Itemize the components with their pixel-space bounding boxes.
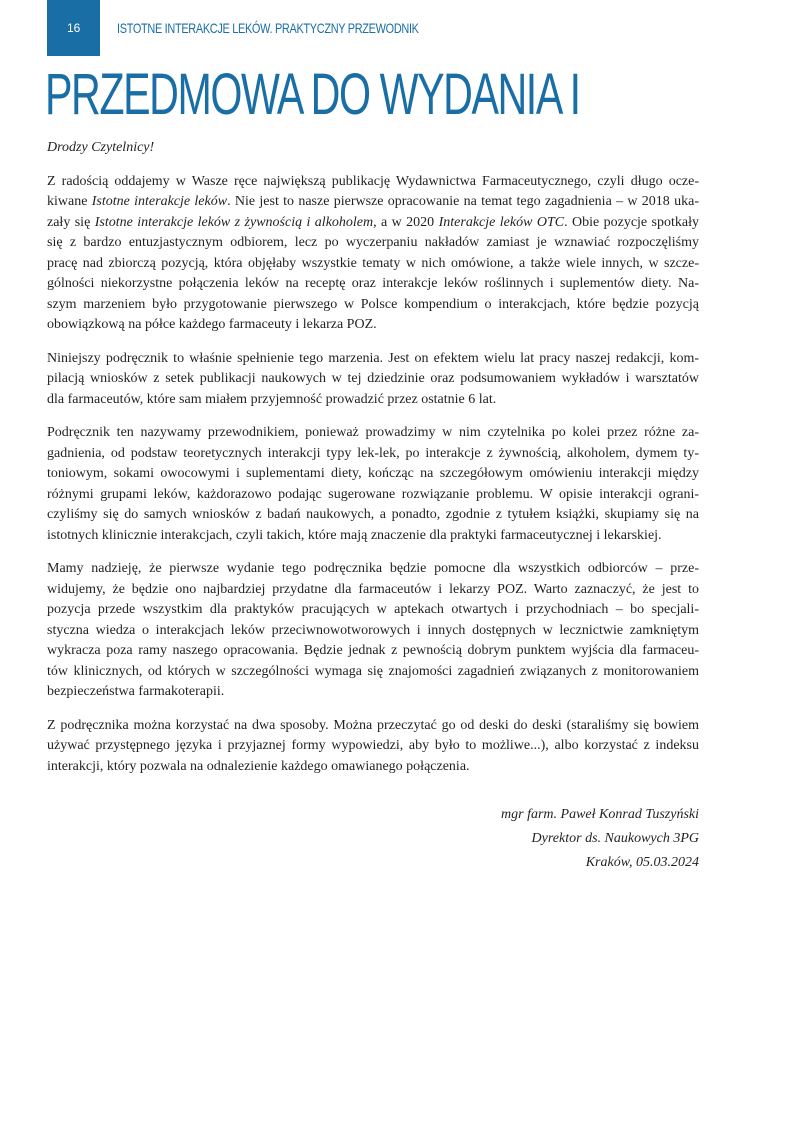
signature-position: Dyrektor ds. Naukowych 3PG (531, 831, 699, 846)
text-line: wykracza poza ramy naszego opracowania. Będzie jednak z pewnością dobrym punktem wyjścia dla farmaceu- (47, 643, 699, 658)
signature-place-date: Kraków, 05.03.2024 (585, 855, 699, 870)
text-line: istotnych klinicznie interakcjach, czyli takich, które mają znaczenie dla praktyki farmaceutycznej i lekarskiej. (47, 527, 662, 543)
book-title: Istotne interakcje leków z żywnością i alkoholem (94, 214, 374, 230)
text-line: pracę nad zbiorczą pozycją, która objęłaby wszystkie tematy w nich omówione, a także wiele innych, w szcze- (47, 255, 699, 271)
text-line: pilacją wniosków z setek publikacji naukowych w tej dziedzinie oraz podsumowaniem wykładów i warsztatów (47, 371, 699, 386)
paragraph (47, 716, 699, 778)
book-title: Interakcje leków OTC (438, 214, 565, 230)
text-line: Z radością oddajemy w Wasze ręce największą publikację Wydawnictwa Farmaceutycznego, czyli długo ocze- (47, 173, 699, 189)
text-line: się z bardzo entuzjastycznym odbiorem, lecz po wyczerpaniu nakładów zamiast je wznawiać rozpoczęliśmy (47, 235, 699, 250)
text-line: Mamy nadzieję, że pierwsze wydanie tego podręcznika będzie pomocne dla wszystkich odbiorców – prze- (47, 561, 699, 576)
paragraph (47, 172, 699, 336)
text-line: gólności niekorzystne połączenia leków na receptę oraz interakcje leków roślinnych i suplementów diety. Na- (47, 276, 699, 291)
paragraph (47, 423, 699, 546)
text-line: Podręcznik ten nazywamy przewodnikiem, ponieważ prowadzimy w nim czytelnika po kolei przez różne za- (47, 425, 699, 440)
text-line: pozycja przede wszystkim dla praktyków pracujących w aptekach otwartych i przychodniach – bo specjali- (47, 602, 699, 617)
paragraph (47, 559, 699, 703)
preface-body (47, 138, 699, 875)
text-line: szym marzeniem było przygotowanie pierwszego w Polsce kompendium o interakcjach, które będzie pozycją (47, 296, 699, 312)
text-line: interakcji, który pozwala na odnalezienie każdego omawianego połączenia. (47, 758, 470, 774)
page-header (0, 0, 794, 56)
text-line: obowiązkową na półce każdego farmaceuty i lekarza POZ. (47, 317, 377, 332)
book-title: Istotne interakcje leków (91, 194, 228, 209)
running-title: ISTOTNE INTERAKCJE LEKÓW. PRAKTYCZNY PRZEWODNIK (117, 20, 419, 36)
text-line: używać przystępnego języka i przyjaznej formy wypowiedzi, aby było to możliwe...), albo korzystać z indeksu (47, 738, 699, 753)
page-number: 16 (47, 0, 100, 56)
text-line: tów klinicznych, od których w szczególności wymaga się znajomości zagadnień związanych z monitorowaniem (47, 663, 699, 679)
text-line: styczna wiedza o interakcjach leków przeciwnowotworowych i innych dostępnych w lecznictwie zamkniętym (47, 622, 699, 638)
text-line: widujemy, że będzie ono najbardziej przydatne dla farmaceutów i lekarzy POZ. Warto zaznaczyć, że jest to (47, 581, 699, 597)
paragraphs (47, 172, 699, 778)
text-line: czyliśmy się do samych wniosków z badań naukowych, a ponadto, zgodnie z tytułem książki, skupiamy się na (47, 507, 699, 522)
text-line: bezpieczeństwa farmakoterapii. (47, 684, 225, 699)
text-line: kiwane Istotne interakcje leków. Nie jest to nasze pierwsze opracowanie na temat tego zagadnienia – w 2018 uka- (47, 194, 699, 209)
text-line: zały się Istotne interakcje leków z żywnością i alkoholem, a w 2020 Interakcje leków OTC. Obie pozycje spotkały (47, 214, 700, 230)
text-line: różnymi grupami leków, każdorazowo podając sugerowane rozwiązanie problemu. W opisie interakcji ograni- (47, 486, 699, 502)
chapter-title: PRZEDMOWA DO WYDANIA I (45, 62, 580, 127)
signature (47, 803, 699, 875)
text-line: gadnienia, od podstaw teoretycznych interakcji typy lek-lek, po interakcje z żywnością, alkoholem, dymem ty- (47, 445, 699, 461)
text-line: Z podręcznika można korzystać na dwa sposoby. Można przeczytać go od deski do deski (staraliśmy się bowiem (47, 717, 699, 733)
text-line: dla farmaceutów, które sam miałem przyjemność prowadzić przez ostatnie 6 lat. (47, 391, 497, 407)
salutation: Drodzy Czytelnicy! (47, 140, 155, 155)
signature-name: mgr farm. Paweł Konrad Tuszyński (501, 807, 699, 822)
paragraph (47, 349, 699, 411)
text-line: Niniejszy podręcznik to właśnie spełnienie tego marzenia. Jest on efektem wielu lat pracy naszej redakcji, kom- (47, 350, 699, 366)
text-line: toniowym, sokami owocowymi i suplementami diety, kończąc na szczegółowym omówieniu interakcji między (47, 466, 699, 481)
